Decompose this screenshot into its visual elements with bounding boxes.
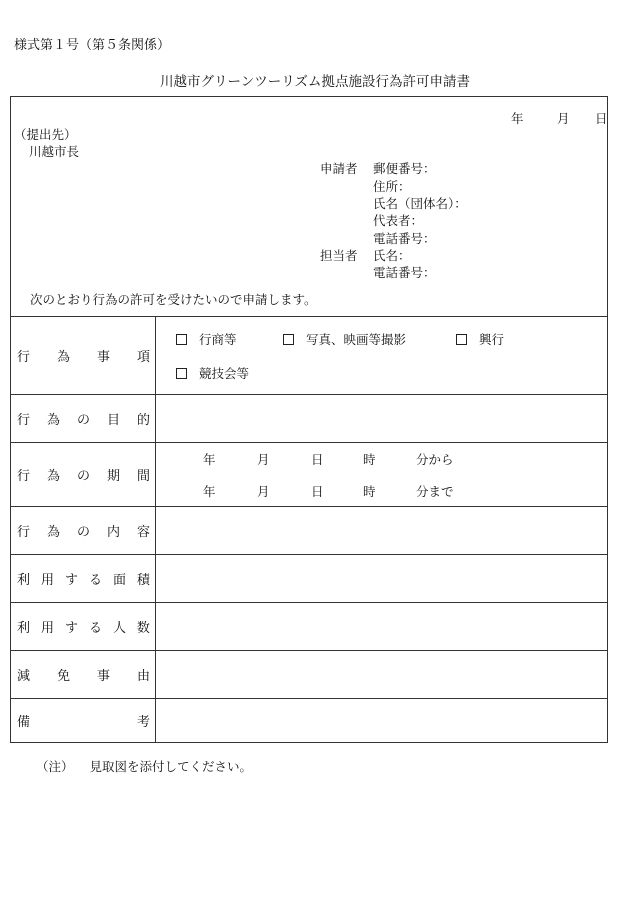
checkbox-icon[interactable]	[176, 334, 187, 345]
footnote-text: 見取図を添付してください。	[89, 759, 253, 774]
period-from-day: 日	[311, 452, 324, 467]
date-day: 日	[595, 111, 608, 126]
applicant-name: 氏名（団体名）：	[373, 196, 467, 211]
row-remarks-label: 備 考	[11, 698, 156, 742]
period-from-year: 年	[203, 452, 216, 467]
applicant-phone: 電話番号：	[373, 231, 436, 246]
contact-label: 担当者	[320, 248, 358, 263]
date-month: 月	[557, 111, 570, 126]
contact-name: 氏名：	[373, 248, 411, 263]
period-to-year: 年	[203, 484, 216, 499]
period-to-month: 月	[257, 484, 270, 499]
period-to-suffix: 分まで	[416, 484, 454, 499]
row-area	[11, 554, 607, 603]
application-form-table	[10, 96, 608, 743]
row-period-label: 行 為 の 期 間	[11, 442, 156, 506]
period-from-suffix: 分から	[416, 452, 454, 467]
row-content-label: 行 為 の 内 容	[11, 506, 156, 554]
checkbox-icon[interactable]	[456, 334, 467, 345]
applicant-label: 申請者	[320, 161, 358, 176]
row-people	[11, 602, 607, 651]
row-purpose	[11, 394, 607, 443]
row-activity-label: 行 為 事 項	[11, 316, 156, 394]
applicant-address: 住所：	[373, 179, 411, 194]
period-from-month: 月	[257, 452, 270, 467]
row-remarks	[11, 698, 607, 742]
row-purpose-label: 行 為 の 目 的	[11, 394, 156, 442]
application-statement: 次のとおり行為の許可を受けたいので申請します。	[30, 292, 317, 307]
form-number: 様式第１号（第５条関係）	[14, 38, 171, 53]
footnote-mark: （注）	[36, 759, 74, 774]
row-exemption	[11, 650, 607, 699]
row-activity	[11, 316, 607, 395]
addressee-name: 川越市長	[29, 144, 80, 159]
option-peddling[interactable]: 行商等	[176, 330, 237, 348]
period-to-day: 日	[311, 484, 324, 499]
checkbox-icon[interactable]	[283, 334, 294, 345]
contact-phone: 電話番号：	[373, 265, 436, 280]
option-performance[interactable]: 興行	[456, 330, 504, 348]
date-year: 年	[511, 111, 524, 126]
checkbox-icon[interactable]	[176, 368, 187, 379]
row-exemption-label: 減 免 事 由	[11, 650, 156, 698]
row-people-label: 利 用 す る 人 数	[11, 602, 156, 650]
addressee-label: （提出先）	[14, 127, 77, 142]
period-from-hour: 時	[363, 452, 376, 467]
applicant-header-section	[11, 97, 607, 317]
period-to-hour: 時	[363, 484, 376, 499]
option-competition[interactable]: 競技会等	[176, 364, 249, 382]
row-area-label: 利 用 す る 面 積	[11, 554, 156, 602]
footnote	[36, 757, 252, 775]
row-period	[11, 442, 607, 507]
applicant-postal: 郵便番号：	[373, 161, 436, 176]
row-content	[11, 506, 607, 555]
option-filming[interactable]: 写真、映画等撮影	[283, 330, 406, 348]
applicant-representative: 代表者：	[373, 213, 424, 228]
document-title: 川越市グリーンツーリズム拠点施設行為許可申請書	[160, 74, 470, 90]
